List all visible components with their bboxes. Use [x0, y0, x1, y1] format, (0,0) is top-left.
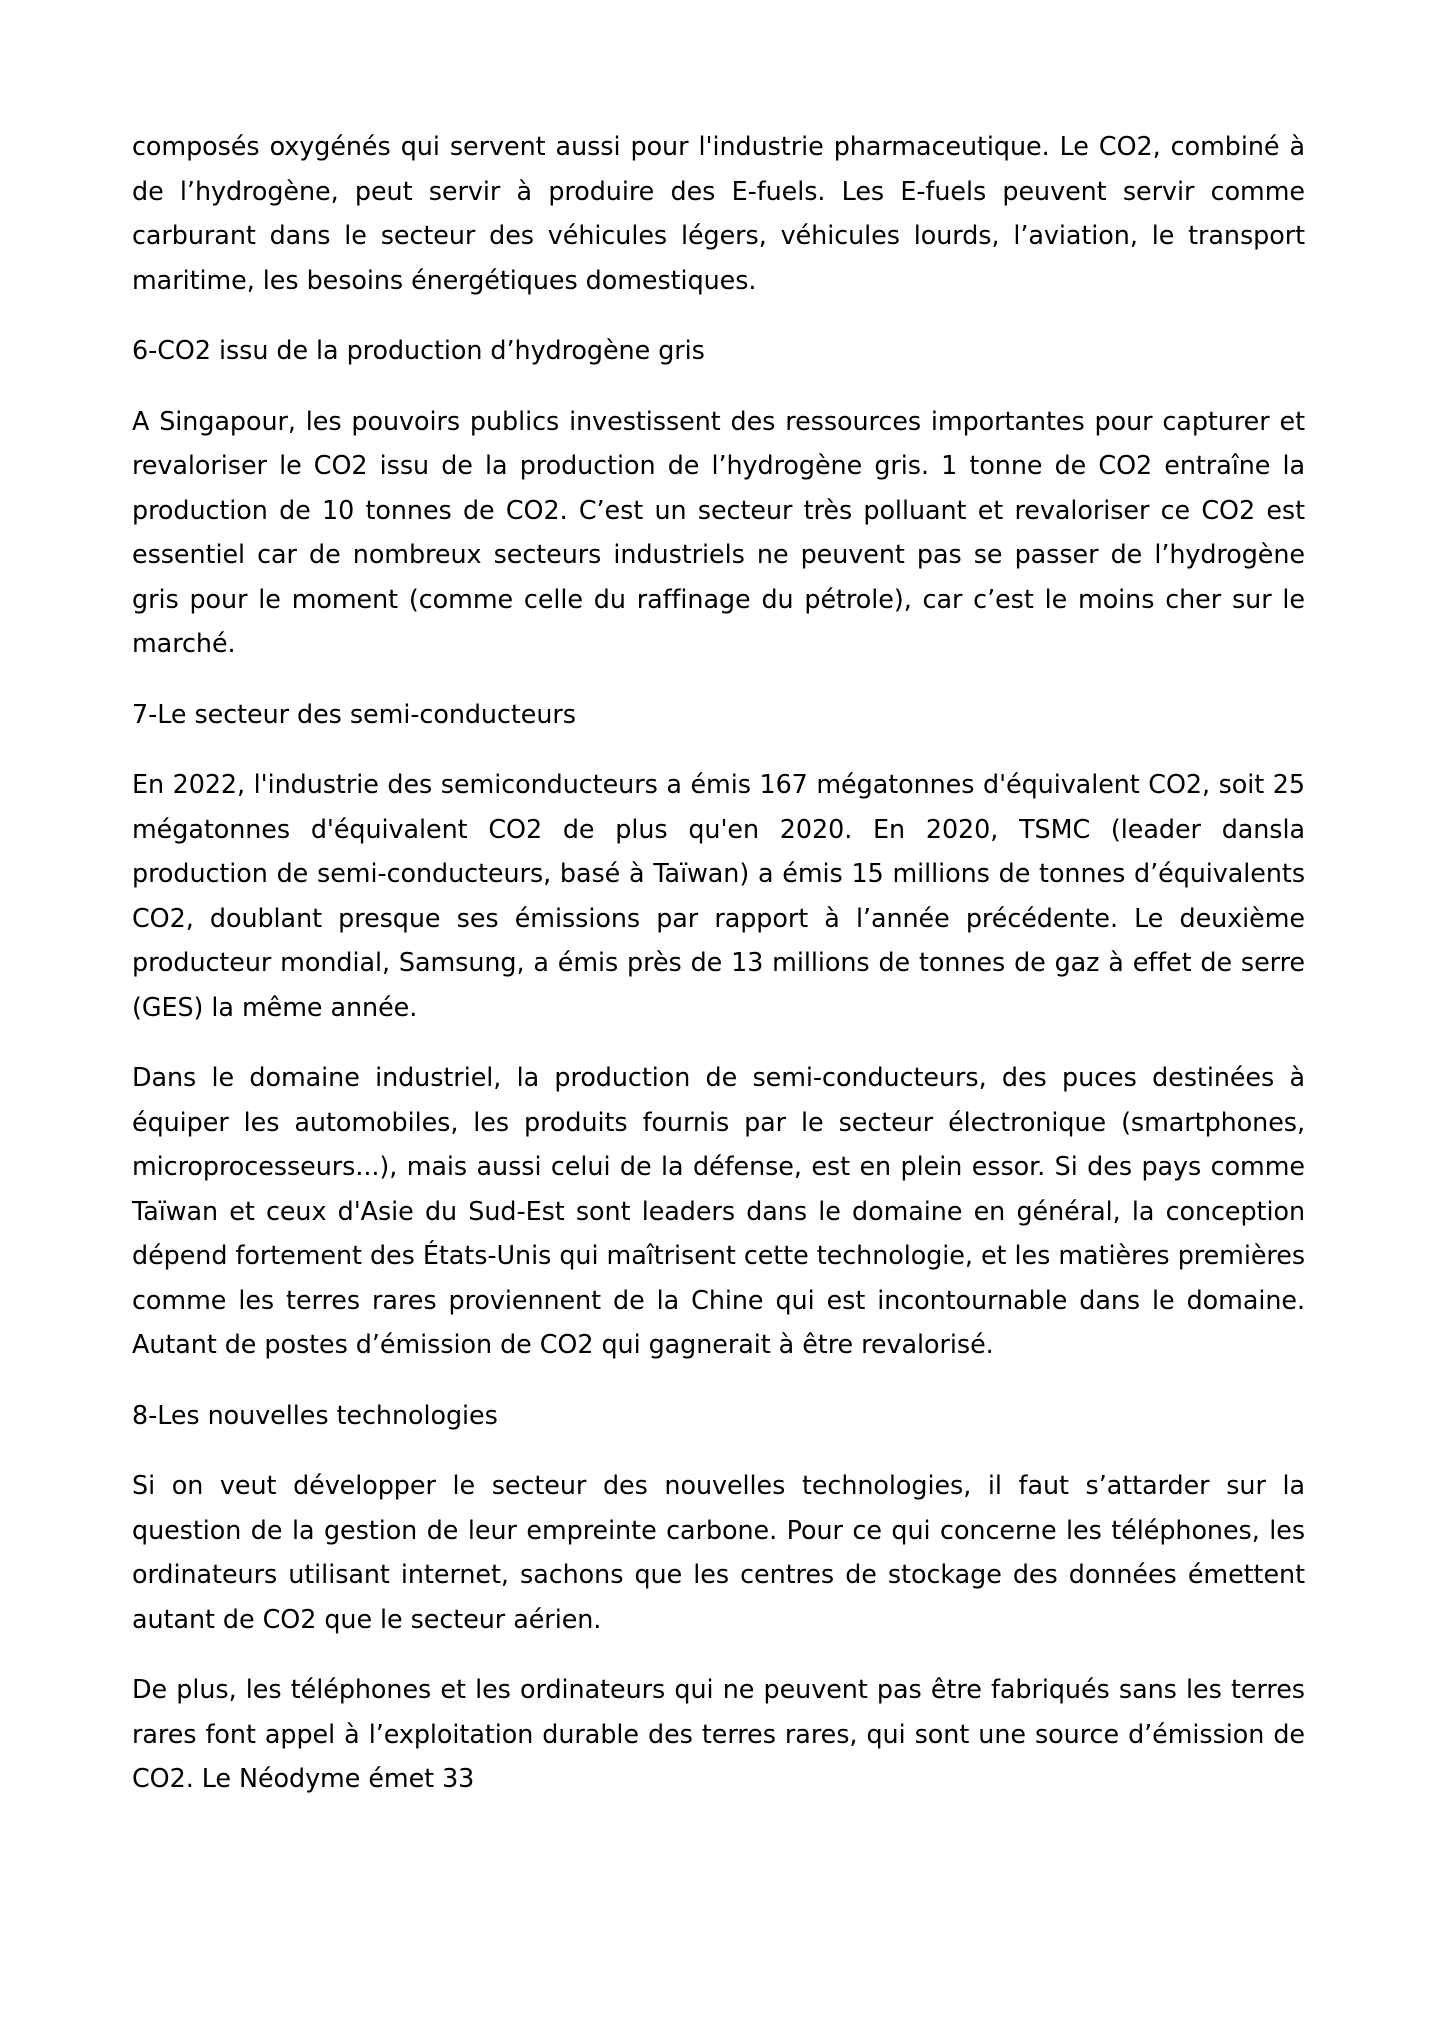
- heading-6-co2-hydrogene-gris: 6-CO2 issu de la production d’hydrogène gris: [132, 335, 705, 365]
- heading-7-secteur-semi-conducteurs: 7-Le secteur des semi-conducteurs: [132, 698, 576, 729]
- paragraph-domaine-industriel: Dans le domaine industriel, la production de semi-conducteurs, des puces destinées à équiper les automobiles, les produits fournis par le secteur électronique (smartphones, microprocesseurs...), mais aussi celui de la défense, est en plein essor. Si des pays comme Taïwan et ceux d'Asie du Sud-Est sont leaders dans le domaine en général, la conception dépend fortement des États-Unis qui maîtrisent cette technologie, et les matières premières comme les terres rares proviennent de la Chine qui est incontournable dans le domaine. Autant de postes d’émission de CO2 qui gagnerait à être revalorisé.: [132, 1062, 1305, 1359]
- document-text-column: [132, 124, 1305, 1801]
- heading-8-nouvelles-technologies: 8-Les nouvelles technologies: [132, 1399, 498, 1430]
- paragraph-composes-oxygenes: composés oxygénés qui servent aussi pour l'industrie pharmaceutique. Le CO2, combiné à de l’hydrogène, peut servir à produire des E-fuels. Les E-fuels peuvent servir comme carburant dans le secteur des véhicules légers, véhicules lourds, l’aviation, le transport maritime, les besoins énergétiques domestiques.: [132, 131, 1305, 295]
- paragraph-nouvelles-technologies-empreinte: Si on veut développer le secteur des nouvelles technologies, il faut s’attarder sur la question de la gestion de leur empreinte carbone. Pour ce qui concerne les téléphones, les ordinateurs utilisant internet, sachons que les centres de stockage des données émettent autant de CO2 que le secteur aérien.: [132, 1470, 1305, 1634]
- paragraph-semiconducteurs-emissions: En 2022, l'industrie des semiconducteurs a émis 167 mégatonnes d'équivalent CO2, soit 25 mégatonnes d'équivalent CO2 de plus qu'en 2020. En 2020, TSMC (leader dansla production de semi-conducteurs, basé à Taïwan) a émis 15 millions de tonnes d’équivalents CO2, doublant presque ses émissions par rapport à l’année précédente. Le deuxième producteur mondial, Samsung, a émis près de 13 millions de tonnes de gaz à effet de serre (GES) la même année.: [132, 769, 1305, 1022]
- paragraph-terres-rares-neodyme: De plus, les téléphones et les ordinateurs qui ne peuvent pas être fabriqués sans les terres rares font appel à l’exploitation durable des terres rares, qui sont une source d’émission de CO2. Le Néodyme émet 33: [132, 1674, 1305, 1793]
- paragraph-singapour-hydrogene-gris: A Singapour, les pouvoirs publics investissent des ressources importantes pour capturer et revaloriser le CO2 issu de la production de l’hydrogène gris. 1 tonne de CO2 entraîne la production de 10 tonnes de CO2. C’est un secteur très polluant et revaloriser ce CO2 est essentiel car de nombreux secteurs industriels ne peuvent pas se passer de l’hydrogène gris pour le moment (comme celle du raffinage du pétrole), car c’est le moins cher sur le marché.: [132, 405, 1305, 658]
